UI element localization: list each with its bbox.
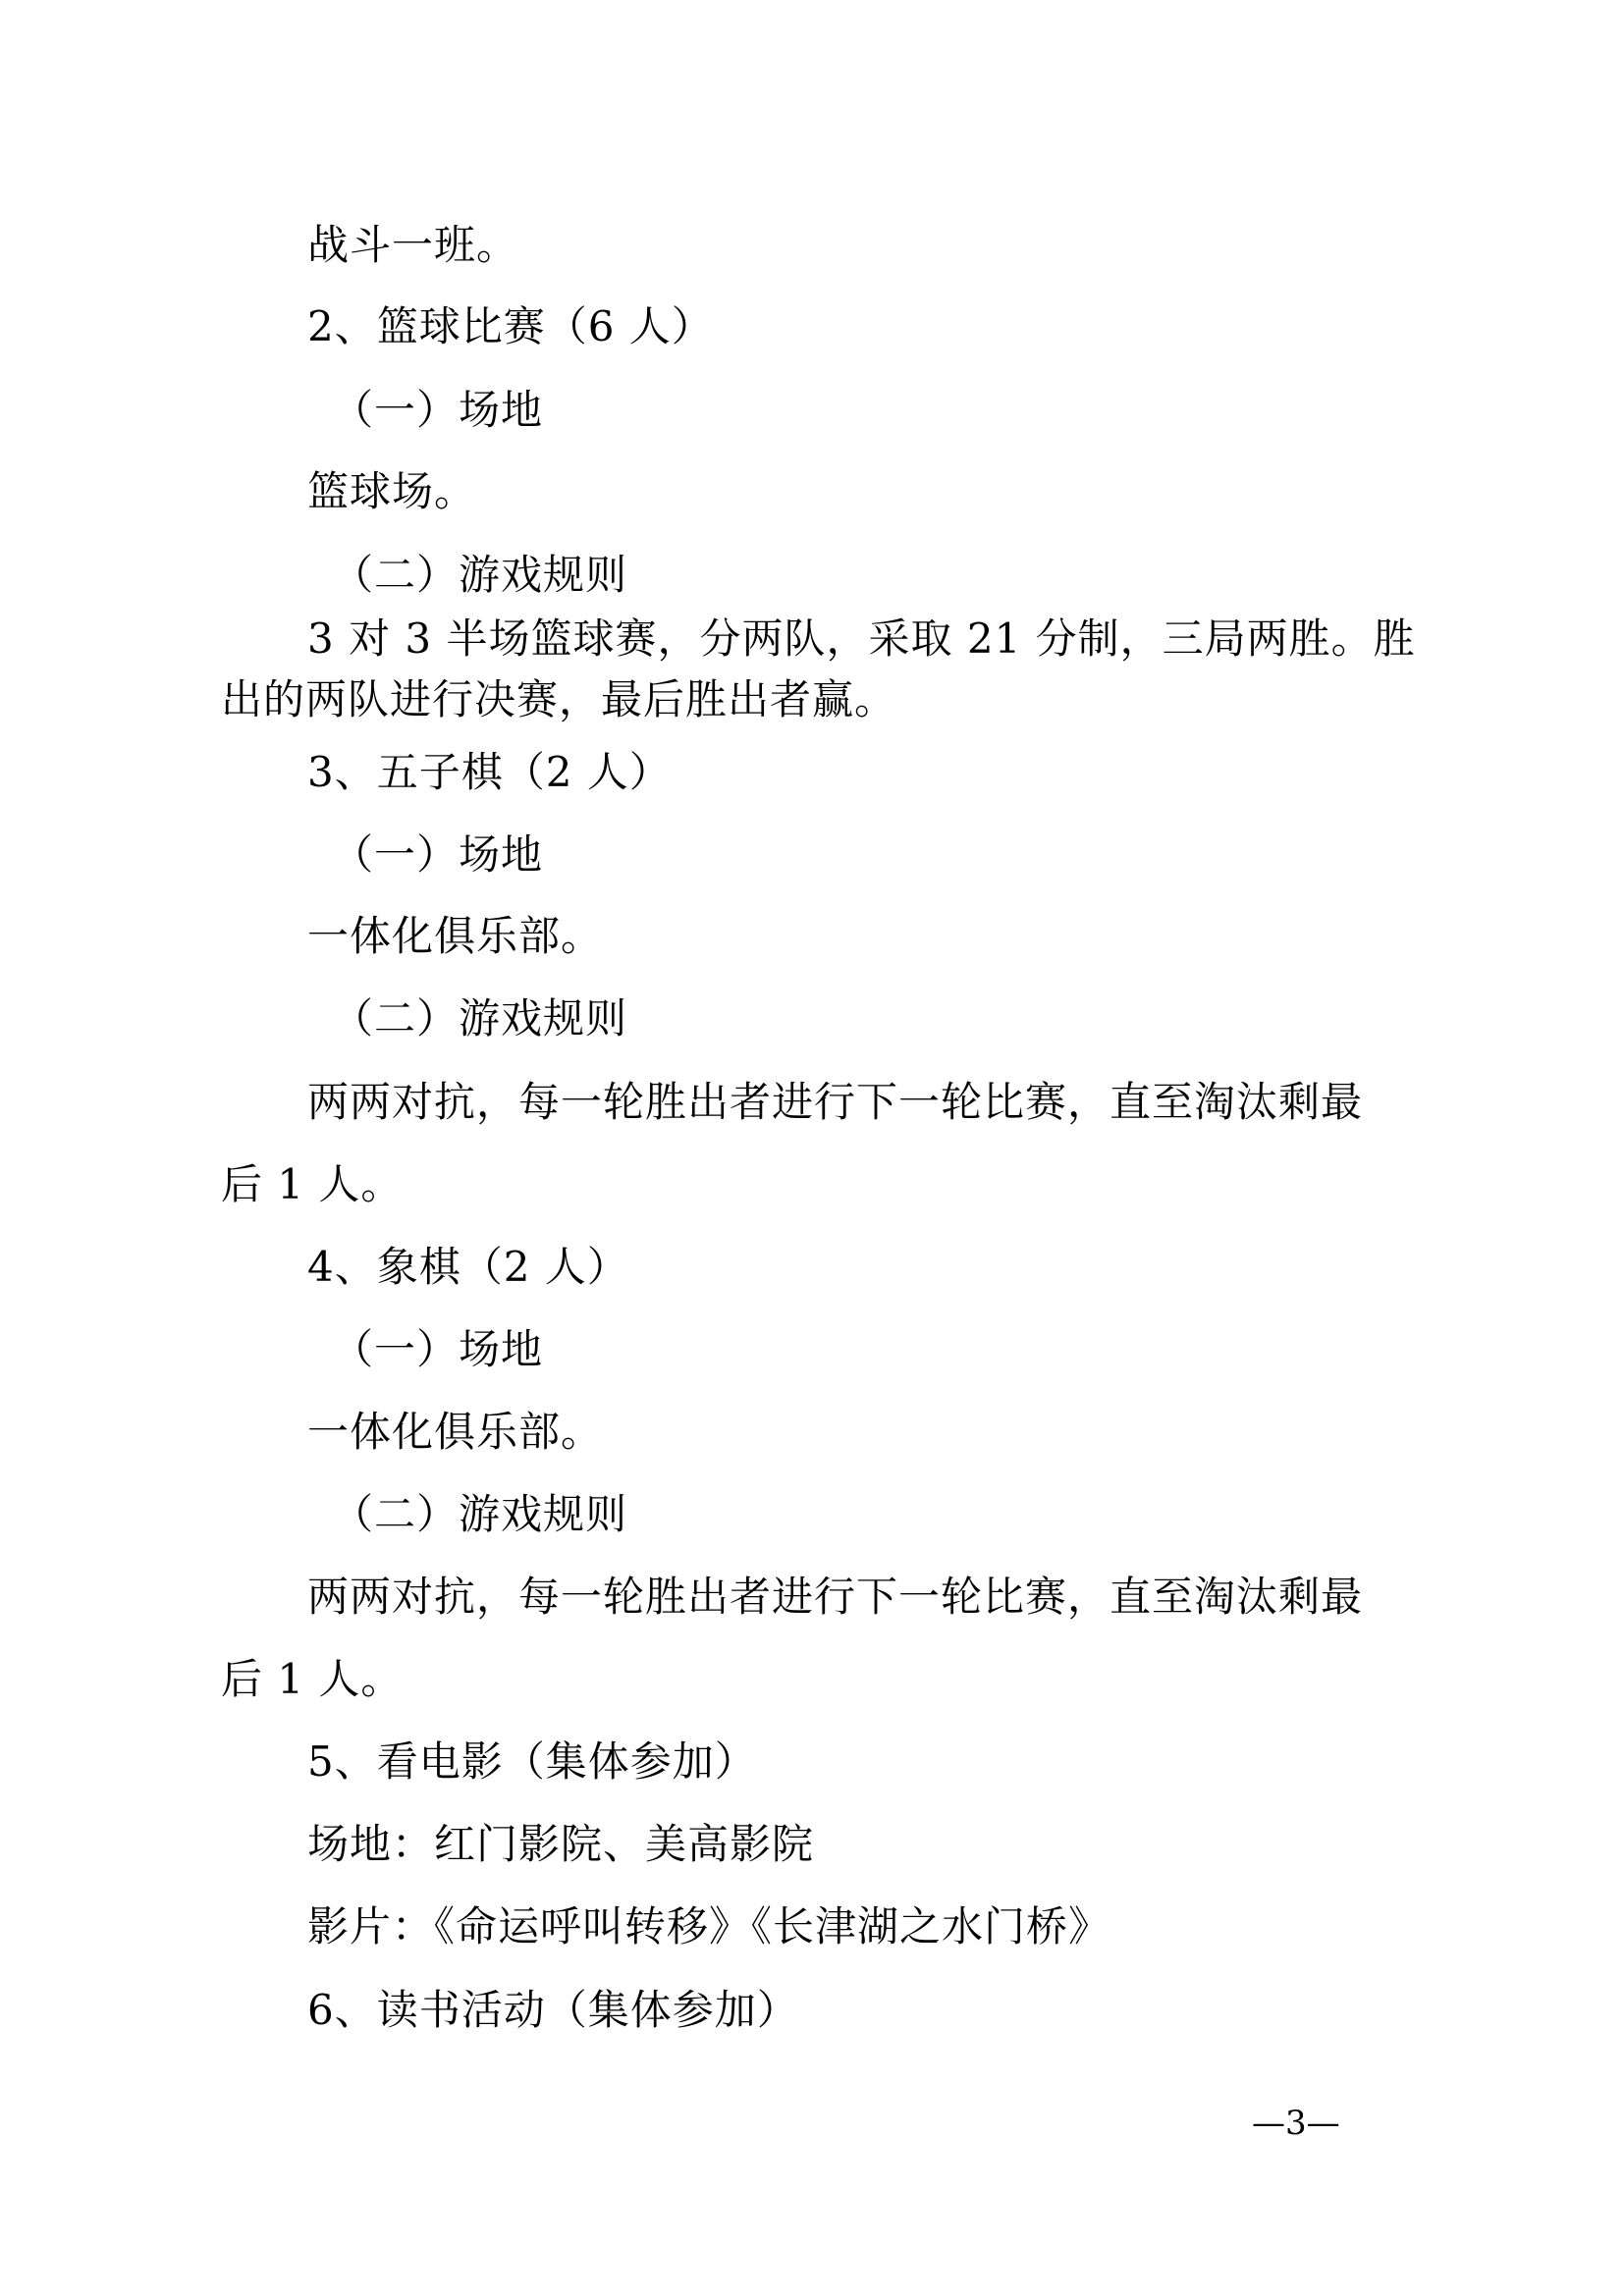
text-line: 两两对抗，每一轮胜出者进行下一轮比赛，直至淘汰剩最 (307, 1573, 1364, 1621)
subsection-heading: （二）游戏规则 (332, 994, 628, 1042)
section-heading: 6、读书活动（集体参加） (307, 1986, 799, 2034)
subsection-heading: （一）场地 (332, 386, 544, 434)
text-line: 战斗一班。 (307, 221, 519, 269)
subsection-heading: （一）场地 (332, 1325, 544, 1373)
subsection-heading: （一）场地 (332, 830, 544, 879)
text-line: 篮球场。 (307, 467, 477, 515)
text-line: 3 对 3 半场篮球赛，分两队，采取 21 分制，三局两胜。胜 (307, 614, 1416, 663)
text-line: 一体化俱乐部。 (307, 1408, 604, 1456)
section-heading: 5、看电影（集体参加） (307, 1737, 757, 1786)
section-heading: 2、篮球比赛（6 人） (307, 302, 714, 350)
text-line: 两两对抗，每一轮胜出者进行下一轮比赛，直至淘汰剩最 (307, 1078, 1364, 1126)
subsection-heading: （二）游戏规则 (332, 1490, 628, 1538)
text-line: 一体化俱乐部。 (307, 912, 604, 960)
section-heading: 3、五子棋（2 人） (307, 748, 672, 796)
text-line: 后 1 人。 (221, 1655, 404, 1703)
subsection-heading: （二）游戏规则 (332, 551, 628, 599)
text-line: 后 1 人。 (221, 1160, 404, 1208)
text-line: 出的两队进行决赛，最后胜出者赢。 (221, 675, 897, 723)
text-line: 影片：《命运呼叫转移》《长津湖之水门桥》 (307, 1902, 1111, 1950)
text-line: 场地：红门影院、美高影院 (307, 1820, 815, 1868)
section-heading: 4、象棋（2 人） (307, 1243, 629, 1291)
page-number: —3— (1252, 2104, 1340, 2143)
